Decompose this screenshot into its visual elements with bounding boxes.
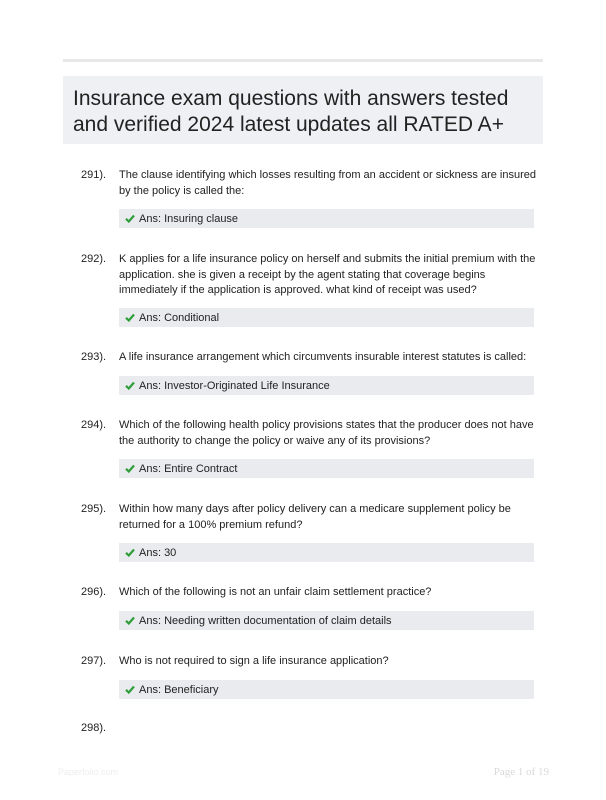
question-number: 298). (81, 722, 107, 734)
question-item (81, 252, 543, 324)
answer-box (119, 209, 534, 228)
question-item (81, 585, 543, 627)
answer-text: Ans: Entire Contract (139, 462, 238, 475)
question-text: A life insurance arrangement which circumvents insurable interest statutes is called: (119, 351, 527, 363)
check-icon (125, 214, 135, 223)
answer-text: Ans: Needing written documentation of claim details (139, 614, 392, 627)
question-item (81, 350, 543, 392)
footer-watermark: Paperfolio.com (58, 767, 119, 777)
question-item (81, 168, 543, 225)
answer-box (119, 611, 534, 630)
answer-box (119, 308, 534, 327)
answer-text: Ans: Conditional (139, 311, 220, 324)
question-item (81, 502, 543, 559)
answer-box (119, 680, 534, 699)
check-icon (125, 381, 135, 390)
check-icon (125, 685, 135, 694)
answer-box (119, 376, 534, 395)
question-text: The clause identifying which losses resulting from an accident or sickness are insured by the policy is called the: (119, 169, 536, 197)
question-number: 295). (81, 503, 107, 515)
answer-text: Ans: Insuring clause (139, 212, 239, 225)
question-number: 297). (81, 655, 107, 667)
question-item (81, 654, 543, 696)
question-text: K applies for a life insurance policy on herself and submits the initial premium with the application. she is given a receipt by the agent stating that coverage begins immediately if the application is approved. what kind of receipt was used? (119, 253, 536, 296)
answer-text: Ans: 30 (139, 546, 177, 559)
check-icon (125, 313, 135, 322)
question-text: Which of the following is not an unfair claim settlement practice? (119, 586, 432, 598)
top-divider (63, 59, 543, 62)
question-text: Who is not required to sign a life insurance application? (119, 655, 389, 667)
title-banner (63, 76, 543, 144)
answer-box (119, 543, 534, 562)
check-icon (125, 464, 135, 473)
question-number: 296). (81, 586, 107, 598)
question-text: Which of the following health policy provisions states that the producer does not have the authority to change the policy or waive any of its provisions? (119, 419, 534, 447)
question-text: Within how many days after policy delivery can a medicare supplement policy be returned for a 100% premium refund? (119, 503, 511, 531)
answer-box (119, 459, 534, 478)
page-title: Insurance exam questions with answers tested and verified 2024 latest updates all RATED A+ (73, 87, 509, 136)
question-number: 293). (81, 351, 107, 363)
check-icon (125, 616, 135, 625)
answer-text: Ans: Beneficiary (139, 683, 219, 696)
check-icon (125, 548, 135, 557)
question-number: 291). (81, 169, 107, 181)
question-number: 292). (81, 253, 107, 265)
page-number: Page 1 of 19 (493, 766, 549, 778)
answer-text: Ans: Investor-Originated Life Insurance (139, 379, 330, 392)
question-item (81, 418, 543, 475)
question-number: 294). (81, 419, 107, 431)
